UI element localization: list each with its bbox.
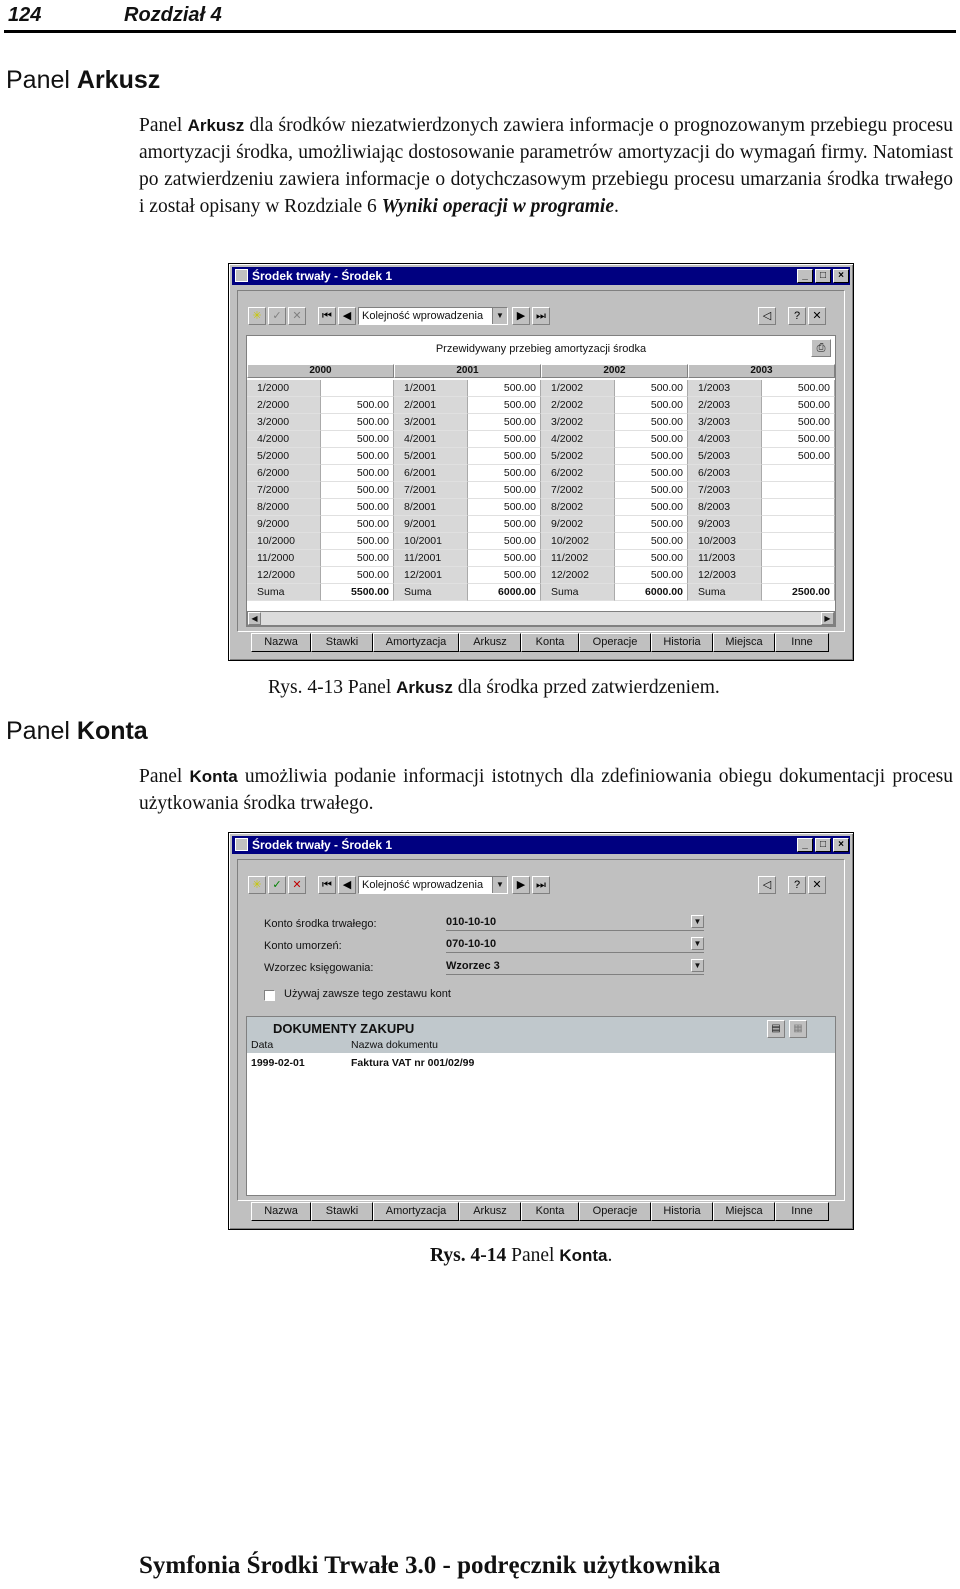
month-cell: 4/2000 — [247, 431, 321, 448]
sum-value-cell: 2500.00 — [762, 584, 835, 601]
month-cell: 2/2001 — [394, 397, 468, 414]
month-cell: 7/2002 — [541, 482, 615, 499]
prev-record-icon[interactable]: ◀ — [338, 307, 356, 325]
section-heading-konta — [6, 717, 148, 746]
value-cell: 500.00 — [615, 465, 688, 482]
field-label-asset-account: Konto środka trwałego: — [264, 918, 377, 930]
asset-account-value: 010-10-10 — [446, 916, 497, 928]
accept-icon[interactable]: ✓ — [268, 307, 286, 325]
figure-caption-4-14 — [430, 1245, 612, 1267]
value-cell: 500.00 — [321, 567, 394, 584]
new-icon[interactable]: ✳ — [248, 307, 266, 325]
document-name: Faktura VAT nr 001/02/99 — [351, 1057, 475, 1069]
always-use-accounts-checkbox[interactable] — [264, 990, 275, 1001]
month-cell: 8/2002 — [541, 499, 615, 516]
chapter-title: Rozdział 4 — [124, 4, 222, 26]
tab-arkusz[interactable]: Arkusz — [459, 633, 521, 652]
chevron-down-icon: ▼ — [691, 915, 704, 928]
caption-text: dla środka przed zatwierdzeniem. — [452, 677, 720, 698]
value-cell: 500.00 — [615, 550, 688, 567]
month-cell: 12/2001 — [394, 567, 468, 584]
month-cell: 4/2002 — [541, 431, 615, 448]
para-reference: Wyniki operacji w programie — [381, 196, 614, 217]
month-cell: 2/2002 — [541, 397, 615, 414]
value-cell: 500.00 — [762, 431, 835, 448]
asset-account-select[interactable] — [446, 914, 704, 931]
tab-historia[interactable]: Historia — [651, 633, 713, 652]
value-cell — [762, 465, 835, 482]
heading-bold: Konta — [76, 717, 148, 745]
title-bar — [232, 836, 850, 854]
value-cell: 500.00 — [615, 516, 688, 533]
first-record-icon[interactable]: ⏮ — [318, 876, 336, 894]
para-text: . — [614, 196, 619, 217]
month-cell: 10/2000 — [247, 533, 321, 550]
tab-miejsca[interactable]: Miejsca — [713, 633, 775, 652]
month-cell: 12/2002 — [541, 567, 615, 584]
value-cell — [762, 482, 835, 499]
sum-label-cell: Suma — [247, 584, 321, 601]
tab-konta[interactable]: Konta — [521, 1202, 579, 1221]
para-text: Panel — [139, 115, 188, 136]
close-button[interactable]: × — [833, 838, 849, 852]
minimize-button[interactable]: _ — [797, 838, 813, 852]
sum-value-cell: 6000.00 — [615, 584, 688, 601]
value-cell: 500.00 — [468, 465, 541, 482]
value-cell: 500.00 — [615, 397, 688, 414]
close-panel-icon[interactable]: ✕ — [808, 876, 826, 894]
last-record-icon[interactable]: ⏭ — [532, 876, 550, 894]
caption-text: Panel — [506, 1245, 560, 1266]
tab-bar — [251, 633, 829, 652]
month-cell: 5/2001 — [394, 448, 468, 465]
chevron-down-icon: ▼ — [691, 937, 704, 950]
month-cell: 8/2001 — [394, 499, 468, 516]
month-cell: 12/2003 — [688, 567, 762, 584]
tab-konta[interactable]: Konta — [521, 633, 579, 652]
value-cell: 500.00 — [321, 431, 394, 448]
value-cell: 500.00 — [615, 414, 688, 431]
tab-amortyzacja[interactable]: Amortyzacja — [373, 633, 459, 652]
month-cell: 12/2000 — [247, 567, 321, 584]
year-header: 2002 — [541, 364, 688, 378]
help-icon[interactable]: ? — [788, 307, 806, 325]
order-combo-value: Kolejność wprowadzenia — [362, 310, 484, 322]
tab-arkusz[interactable]: Arkusz — [459, 1202, 521, 1221]
prev-record-icon[interactable]: ◀ — [338, 876, 356, 894]
caption-text: Rys. 4-13 Panel — [268, 677, 397, 698]
tab-amortyzacja[interactable]: Amortyzacja — [373, 1202, 459, 1221]
month-cell: 10/2001 — [394, 533, 468, 550]
year-header: 2003 — [688, 364, 835, 378]
value-cell: 500.00 — [762, 380, 835, 397]
value-cell: 500.00 — [615, 499, 688, 516]
value-cell: 500.00 — [615, 482, 688, 499]
value-cell: 500.00 — [321, 533, 394, 550]
cancel-icon[interactable]: ✕ — [288, 876, 306, 894]
value-cell — [321, 380, 394, 397]
caption-term: Arkusz — [396, 678, 453, 697]
month-cell: 7/2003 — [688, 482, 762, 499]
tab-operacje[interactable]: Operacje — [579, 633, 651, 652]
month-cell: 4/2003 — [688, 431, 762, 448]
value-cell: 500.00 — [468, 380, 541, 397]
month-cell: 3/2003 — [688, 414, 762, 431]
value-cell: 500.00 — [468, 482, 541, 499]
order-combo-value: Kolejność wprowadzenia — [362, 879, 484, 891]
value-cell: 500.00 — [762, 448, 835, 465]
month-cell: 4/2001 — [394, 431, 468, 448]
month-cell: 11/2001 — [394, 550, 468, 567]
month-cell: 1/2001 — [394, 380, 468, 397]
value-cell: 500.00 — [321, 448, 394, 465]
tab-stawki[interactable]: Stawki — [311, 1202, 373, 1221]
value-cell: 500.00 — [468, 567, 541, 584]
month-cell: 6/2000 — [247, 465, 321, 482]
order-combo[interactable] — [358, 307, 508, 325]
value-cell — [762, 533, 835, 550]
header-rule — [4, 30, 956, 33]
sum-value-cell: 5500.00 — [321, 584, 394, 601]
amortization-grid — [246, 335, 836, 627]
month-cell: 3/2001 — [394, 414, 468, 431]
value-cell: 500.00 — [762, 397, 835, 414]
window-title: Środek trwały - Środek 1 — [252, 269, 393, 283]
month-cell: 6/2002 — [541, 465, 615, 482]
accept-icon[interactable]: ✓ — [268, 876, 286, 894]
app-icon — [235, 269, 248, 282]
figure-caption-4-13 — [268, 677, 720, 699]
month-cell: 9/2003 — [688, 516, 762, 533]
value-cell: 500.00 — [468, 397, 541, 414]
checkbox-label: Używaj zawsze tego zestawu kont — [284, 988, 451, 1000]
field-label-posting-template: Wzorzec księgowania: — [264, 962, 374, 974]
value-cell: 500.00 — [468, 448, 541, 465]
month-cell: 2/2000 — [247, 397, 321, 414]
month-cell: 11/2002 — [541, 550, 615, 567]
depreciation-account-select[interactable] — [446, 936, 704, 953]
document-row[interactable] — [247, 1057, 835, 1073]
section-heading-arkusz — [6, 66, 160, 95]
month-cell: 1/2000 — [247, 380, 321, 397]
para-term: Arkusz — [187, 116, 245, 135]
value-cell: 500.00 — [615, 448, 688, 465]
tab-bar — [251, 1202, 829, 1221]
month-cell: 1/2003 — [688, 380, 762, 397]
horizontal-scrollbar[interactable] — [247, 611, 835, 626]
posting-template-value: Wzorzec 3 — [446, 960, 500, 972]
month-cell: 5/2000 — [247, 448, 321, 465]
help-icon[interactable]: ? — [788, 876, 806, 894]
para-text: umożliwia podanie informacji istotnych dla zdefiniowania obiegu dokumentacji procesu użytkowania środka trwałego. — [139, 766, 953, 814]
tab-operacje[interactable]: Operacje — [579, 1202, 651, 1221]
scroll-right-icon[interactable]: ▶ — [821, 612, 834, 625]
value-cell: 500.00 — [468, 414, 541, 431]
delete-document-icon[interactable]: ▦ — [789, 1020, 807, 1038]
month-cell: 8/2003 — [688, 499, 762, 516]
para-term: Konta — [189, 767, 238, 786]
column-date: Data — [251, 1039, 274, 1051]
scroll-left-icon[interactable]: ◀ — [248, 612, 261, 625]
last-record-icon[interactable]: ⏭ — [532, 307, 550, 325]
paragraph-arkusz — [139, 112, 953, 220]
window-title: Środek trwały - Środek 1 — [252, 838, 393, 852]
close-panel-icon[interactable]: ✕ — [808, 307, 826, 325]
month-cell: 9/2000 — [247, 516, 321, 533]
chevron-down-icon: ▼ — [492, 308, 507, 324]
tab-nazwa[interactable]: Nazwa — [251, 1202, 311, 1221]
month-cell: 10/2002 — [541, 533, 615, 550]
month-cell: 9/2001 — [394, 516, 468, 533]
window-arkusz — [228, 263, 854, 661]
close-button[interactable]: × — [833, 269, 849, 283]
month-cell: 3/2002 — [541, 414, 615, 431]
maximize-button[interactable]: □ — [815, 269, 831, 283]
month-cell: 2/2003 — [688, 397, 762, 414]
cancel-icon[interactable]: ✕ — [288, 307, 306, 325]
heading-bold: Arkusz — [76, 66, 161, 94]
para-text: dla środków niezatwierdzonych zawiera informacje o prognozowanym przebiegu procesu amortyzacji środka, umożliwiając dostosowanie parametrów amortyzacji do wymagań firmy. Natomiast po zatwierdzeniu zawiera informacje o dotychczasowym przebiegu procesu umarzania środka trwałego i został opisany w Rozdziale 6 — [139, 115, 953, 217]
value-cell: 500.00 — [468, 550, 541, 567]
month-cell: 11/2003 — [688, 550, 762, 567]
value-cell — [762, 516, 835, 533]
value-cell — [762, 499, 835, 516]
heading-prefix: Panel — [6, 66, 77, 94]
tag-icon[interactable]: ◁ — [758, 307, 776, 325]
sum-value-cell: 6000.00 — [468, 584, 541, 601]
app-icon — [235, 838, 248, 851]
caption-number: Rys. 4-14 — [430, 1245, 507, 1266]
chevron-down-icon: ▼ — [691, 959, 704, 972]
value-cell: 500.00 — [468, 499, 541, 516]
value-cell: 500.00 — [321, 414, 394, 431]
sum-label-cell: Suma — [688, 584, 762, 601]
value-cell: 500.00 — [321, 499, 394, 516]
value-cell: 500.00 — [615, 533, 688, 550]
tab-historia[interactable]: Historia — [651, 1202, 713, 1221]
month-cell: 6/2003 — [688, 465, 762, 482]
documents-title: DOKUMENTY ZAKUPU — [273, 1021, 415, 1036]
next-record-icon[interactable]: ▶ — [512, 876, 530, 894]
document-date: 1999-02-01 — [251, 1057, 305, 1069]
value-cell: 500.00 — [468, 431, 541, 448]
month-cell: 7/2001 — [394, 482, 468, 499]
value-cell — [762, 550, 835, 567]
month-cell: 7/2000 — [247, 482, 321, 499]
add-document-icon[interactable]: ▤ — [767, 1020, 785, 1038]
year-header: 2000 — [247, 364, 394, 378]
form-panel — [237, 290, 845, 632]
value-cell: 500.00 — [615, 567, 688, 584]
next-record-icon[interactable]: ▶ — [512, 307, 530, 325]
month-cell: 5/2002 — [541, 448, 615, 465]
paragraph-konta — [139, 763, 953, 817]
form-panel — [237, 859, 845, 1201]
title-bar — [232, 267, 850, 285]
month-cell: 1/2002 — [541, 380, 615, 397]
new-icon[interactable]: ✳ — [248, 876, 266, 894]
value-cell: 500.00 — [615, 431, 688, 448]
heading-prefix: Panel — [6, 717, 77, 745]
field-label-depreciation-account: Konto umorzeń: — [264, 940, 342, 952]
caption-term: Konta — [559, 1246, 608, 1265]
year-header: 2001 — [394, 364, 541, 378]
tab-inne[interactable]: Inne — [775, 633, 829, 652]
sum-label-cell: Suma — [394, 584, 468, 601]
order-combo[interactable] — [358, 876, 508, 894]
value-cell: 500.00 — [321, 482, 394, 499]
posting-template-select[interactable] — [446, 958, 704, 975]
value-cell: 500.00 — [321, 465, 394, 482]
value-cell: 500.00 — [468, 516, 541, 533]
documents-header — [247, 1017, 835, 1053]
value-cell: 500.00 — [468, 533, 541, 550]
window-konta — [228, 832, 854, 1230]
tab-miejsca[interactable]: Miejsca — [713, 1202, 775, 1221]
tag-icon[interactable]: ◁ — [758, 876, 776, 894]
tab-nazwa[interactable]: Nazwa — [251, 633, 311, 652]
month-cell: 11/2000 — [247, 550, 321, 567]
page-footer: Symfonia Środki Trwałe 3.0 - podręcznik użytkownika — [139, 1552, 721, 1579]
documents-panel — [246, 1016, 836, 1196]
tab-inne[interactable]: Inne — [775, 1202, 829, 1221]
para-text: Panel — [139, 766, 190, 787]
month-cell: 3/2000 — [247, 414, 321, 431]
value-cell: 500.00 — [615, 380, 688, 397]
month-cell: 5/2003 — [688, 448, 762, 465]
value-cell: 500.00 — [321, 397, 394, 414]
grid-title: Przewidywany przebieg amortyzacji środka — [247, 336, 835, 362]
sum-label-cell: Suma — [541, 584, 615, 601]
column-document-name: Nazwa dokumentu — [351, 1039, 438, 1051]
first-record-icon[interactable]: ⏮ — [318, 307, 336, 325]
page-number: 124 — [8, 4, 42, 26]
value-cell: 500.00 — [321, 550, 394, 567]
month-cell: 9/2002 — [541, 516, 615, 533]
month-cell: 8/2000 — [247, 499, 321, 516]
value-cell — [762, 567, 835, 584]
depreciation-account-value: 070-10-10 — [446, 938, 497, 950]
caption-text: . — [607, 1245, 613, 1266]
maximize-button[interactable]: □ — [815, 838, 831, 852]
month-cell: 10/2003 — [688, 533, 762, 550]
value-cell: 500.00 — [762, 414, 835, 431]
value-cell: 500.00 — [321, 516, 394, 533]
print-icon[interactable]: ⎙ — [811, 339, 831, 357]
month-cell: 6/2001 — [394, 465, 468, 482]
chevron-down-icon: ▼ — [492, 877, 507, 893]
tab-stawki[interactable]: Stawki — [311, 633, 373, 652]
minimize-button[interactable]: _ — [797, 269, 813, 283]
